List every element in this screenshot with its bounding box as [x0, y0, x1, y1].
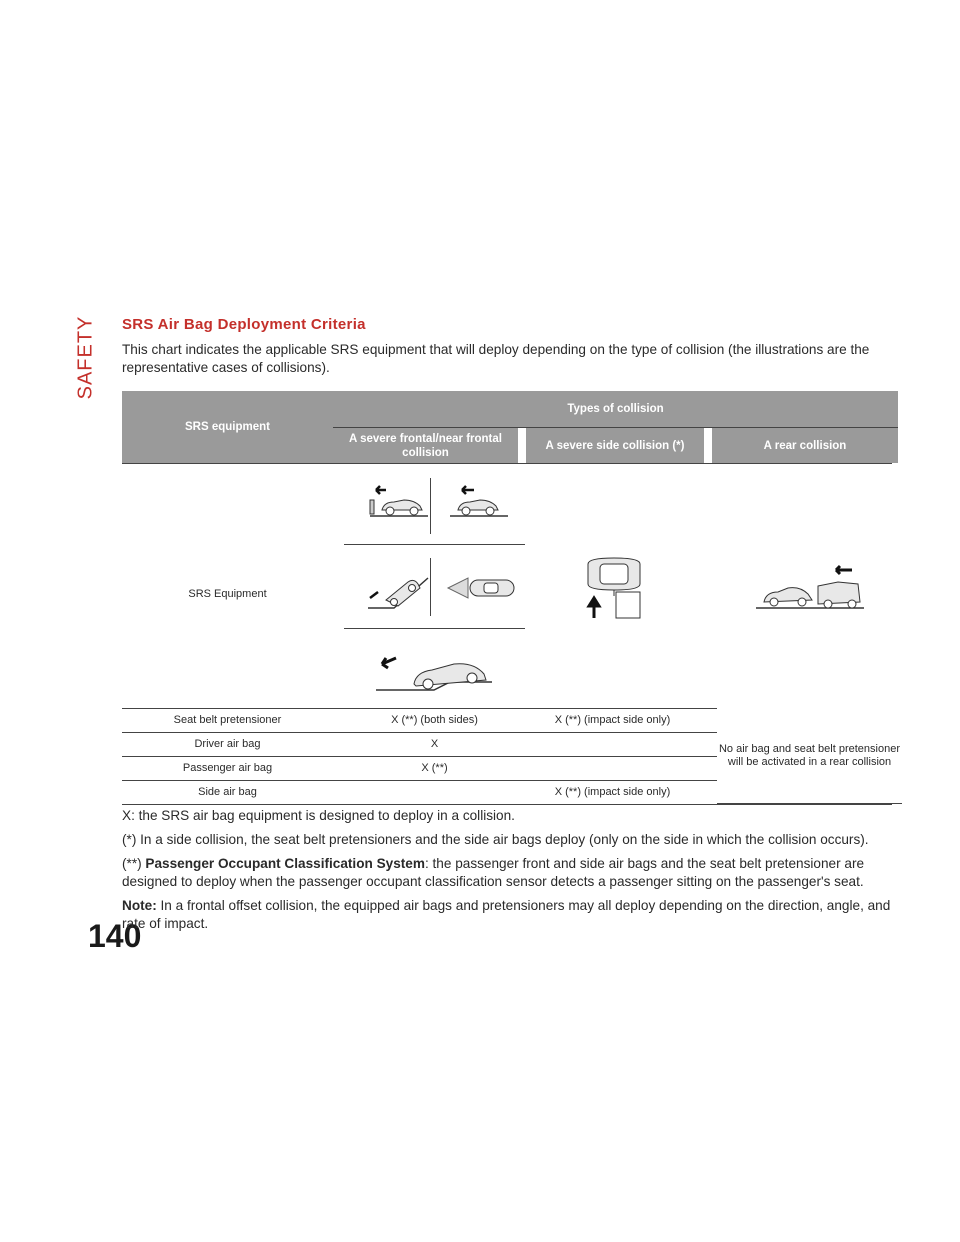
illustration-divider	[430, 558, 431, 616]
illustration-separator	[344, 628, 525, 629]
row-equipment: Side air bag	[198, 786, 257, 798]
frontal-impact-car-illustration	[364, 480, 434, 520]
row-side: X (**) (impact side only)	[554, 786, 671, 798]
row-equipment: Seat belt pretensioner	[173, 714, 282, 726]
note-text: In a frontal offset collision, the equipped air bags and pretensioners may all deploy depending on the direction, angle, and rate of impact.	[122, 898, 891, 931]
header-rear-collision: A rear collision	[712, 428, 898, 463]
row-frontal: X (**)	[421, 762, 448, 774]
row-frontal: X (**) (both sides)	[391, 714, 478, 726]
row-frontal: X	[430, 738, 439, 750]
illustration-row	[122, 464, 892, 708]
header-srs-equipment: SRS equipment	[122, 391, 333, 463]
header-frontal-collision: A severe frontal/near frontal collision	[333, 428, 518, 463]
intro-paragraph: This chart indicates the applicable SRS equipment that will deploy depending on the type of collision (the illustrations are the representative cases of collisions).	[122, 342, 870, 375]
underride-impact-car-illustration	[374, 646, 494, 696]
row-side: X (**) (impact side only)	[554, 714, 671, 726]
rear-impact-car-illustration	[754, 564, 866, 614]
header-types-of-collision: Types of collision	[333, 391, 898, 427]
row-equipment: Passenger air bag	[182, 762, 273, 774]
illustration-separator	[344, 544, 525, 545]
header-side-collision: A severe side collision (*)	[526, 428, 704, 463]
frontal-illustrations	[344, 464, 525, 708]
note-paragraph	[122, 897, 892, 933]
occupant-classification-term: Passenger Occupant Classification System	[145, 856, 425, 871]
table-header	[122, 391, 892, 464]
section-tab	[66, 312, 106, 402]
row-equipment: Driver air bag	[194, 738, 261, 750]
double-star-footnote	[122, 855, 892, 891]
side-impact-car-illustration	[578, 556, 650, 622]
double-star-marker: (**)	[122, 856, 142, 871]
section-tab-label: SAFETY	[74, 315, 97, 399]
section-title: SRS Air Bag Deployment Criteria	[122, 316, 366, 333]
note-label: Note:	[122, 898, 157, 913]
illustration-divider	[430, 478, 431, 534]
offset-impact-car-illustration	[444, 480, 514, 520]
occupant-classification-text: : the passenger front and side air bags and the seat belt pretensioner are designed to deploy when the passenger occupant classification sensor detects a passenger sitting on the passenger's seat.	[122, 856, 865, 889]
slope-impact-car-illustration	[364, 562, 434, 612]
page-content	[122, 316, 900, 939]
image-row-label: SRS Equipment	[188, 588, 267, 600]
star-footnote: (*) In a side collision, the seat belt pretensioners and the side air bags deploy (only on the side in which the collision occurs).	[122, 832, 869, 847]
x-footnote: X: the SRS air bag equipment is designed to deploy in a collision.	[122, 808, 515, 823]
table-body	[122, 708, 900, 805]
rear-collision-note: No air bag and seat belt pretensioner will be activated in a rear collision	[717, 708, 902, 804]
angled-impact-car-illustration	[440, 568, 520, 608]
page-number: 140	[88, 918, 142, 954]
footnotes	[122, 807, 892, 933]
